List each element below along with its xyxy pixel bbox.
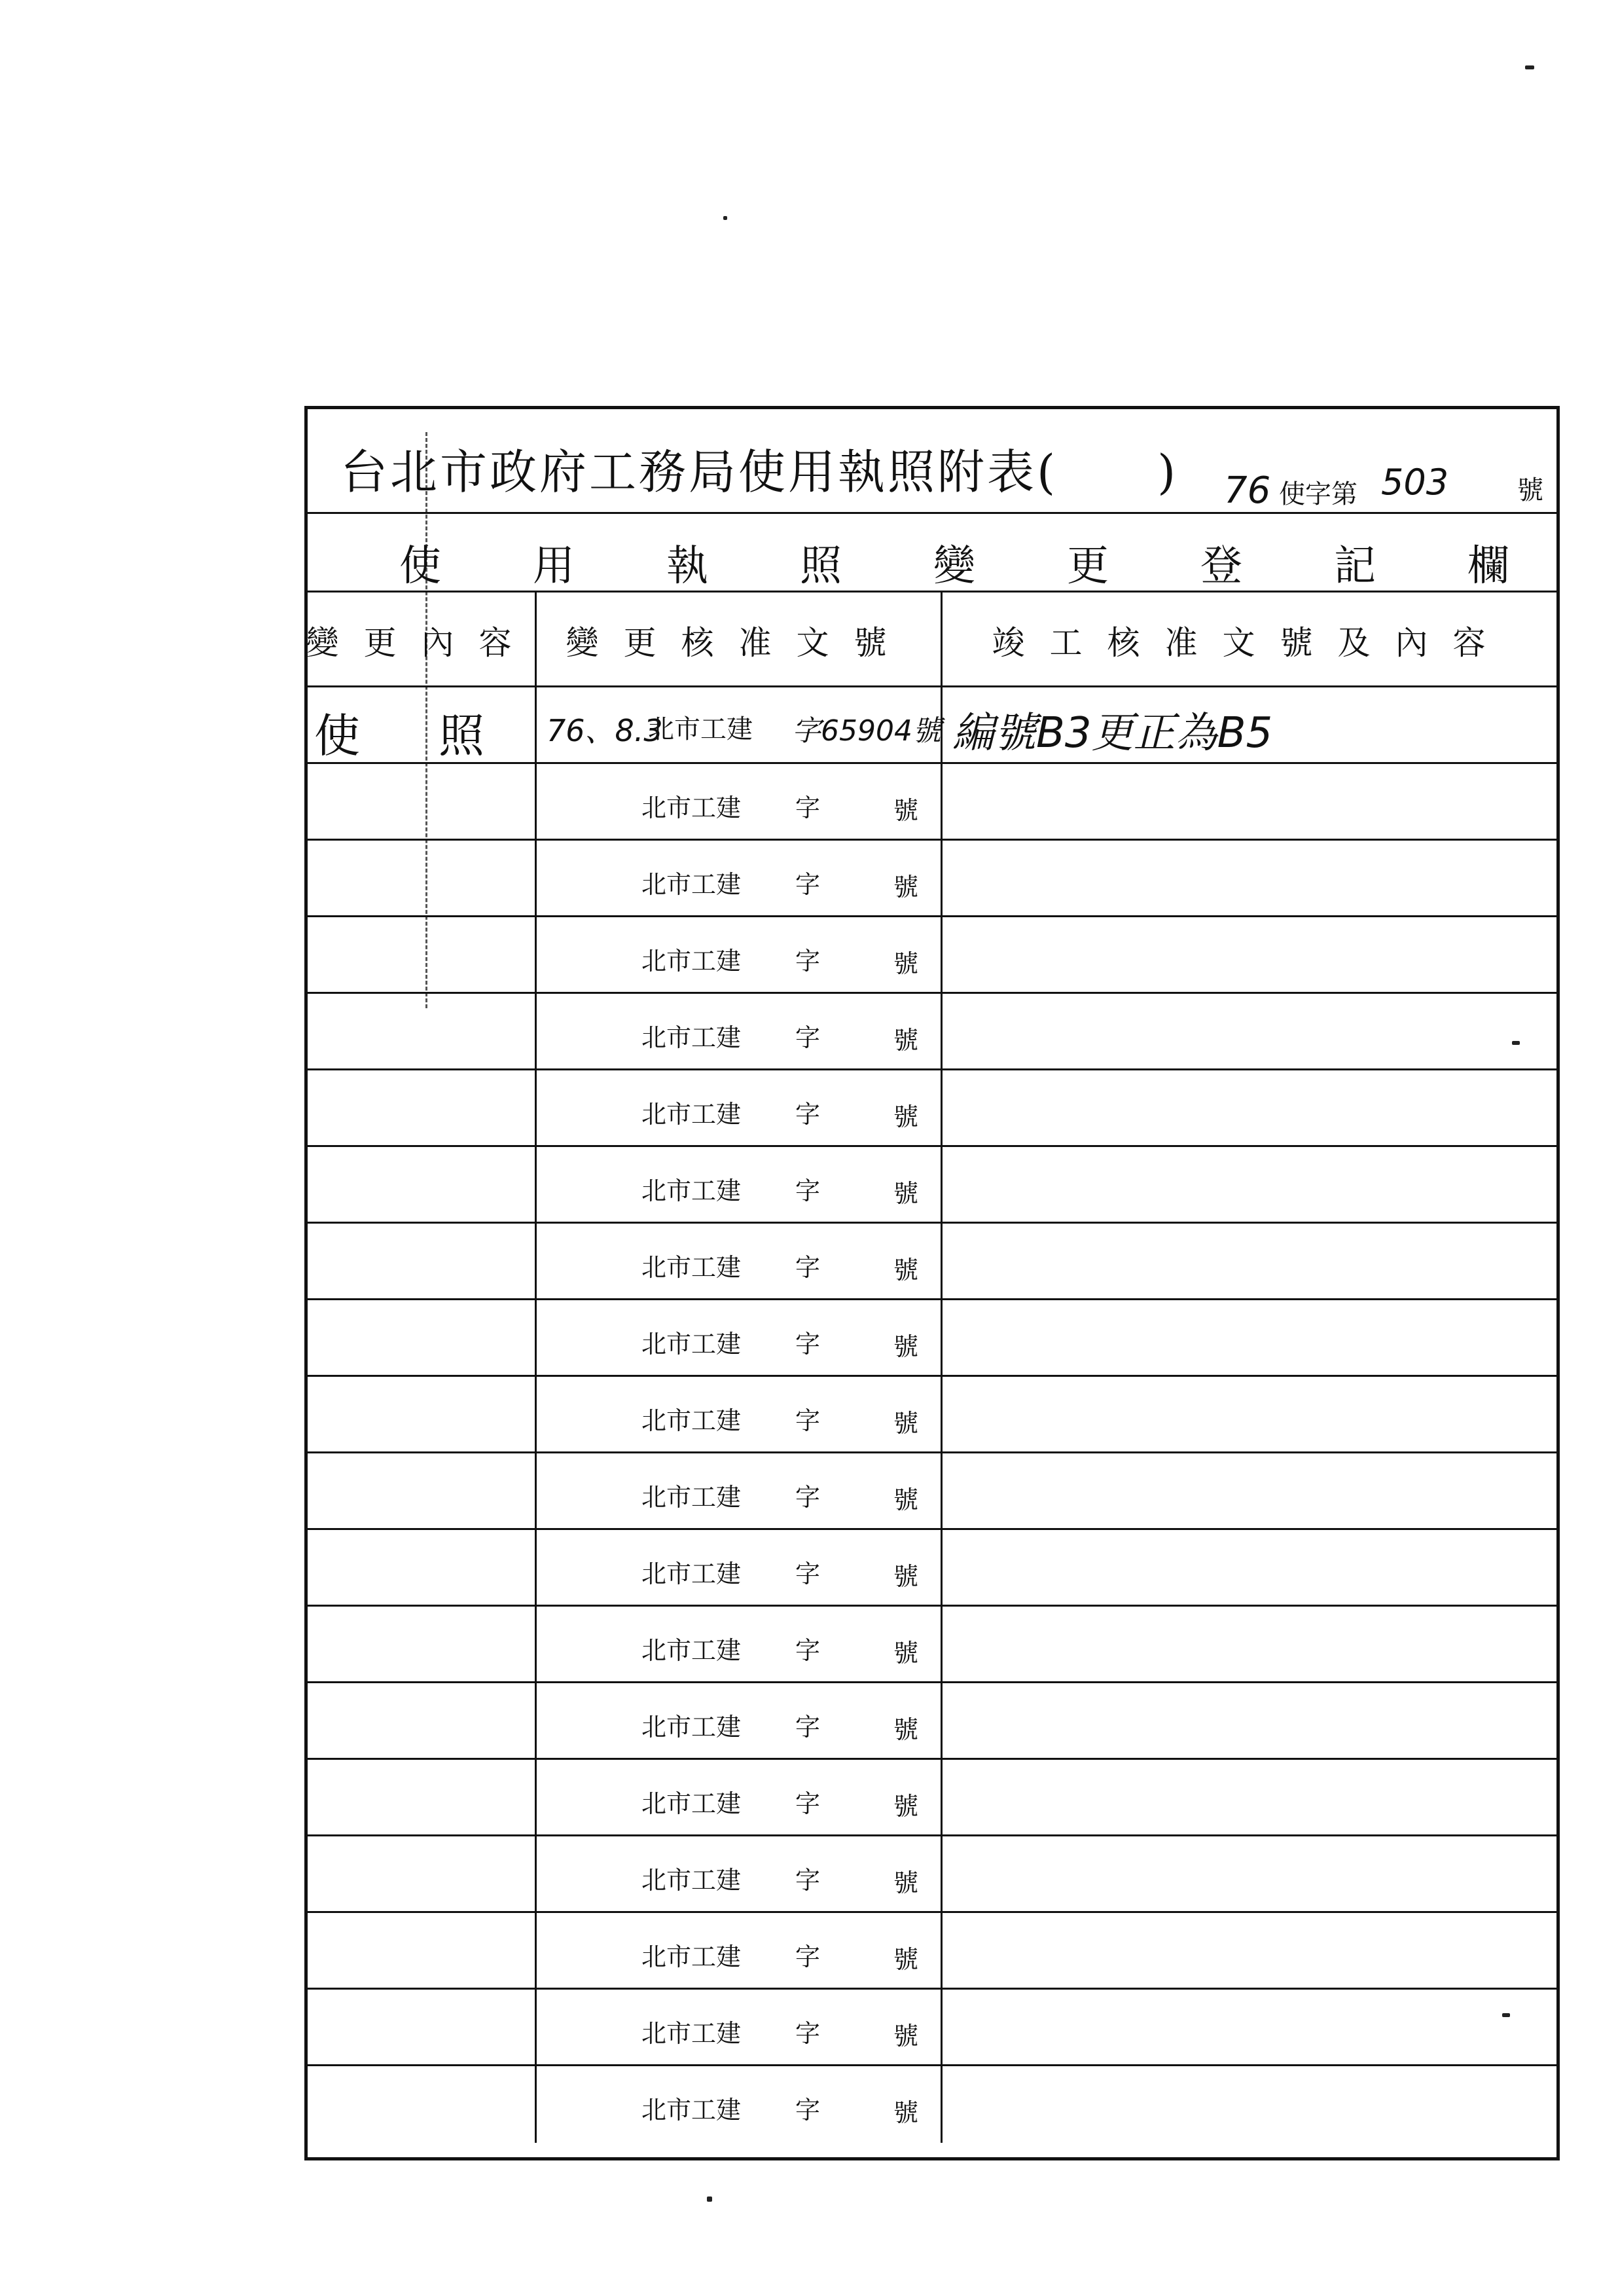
ref-char-label: 字 [795, 2096, 821, 2124]
change-ref-cell [537, 1070, 943, 1145]
completion-content-cell [943, 1607, 1560, 1681]
section-row [308, 514, 1601, 592]
change-content-cell [308, 841, 537, 915]
table-row [308, 1530, 1556, 1607]
ref-suffix-label: 號 [893, 1868, 919, 1897]
change-ref-cell [537, 1913, 943, 1988]
ref-suffix-label: 號 [893, 2098, 919, 2127]
completion-content-cell [943, 1377, 1560, 1451]
ref-char-label: 字 [795, 1713, 821, 1741]
table-row [308, 994, 1556, 1070]
ref-prefix-label: 北市工建 [641, 1866, 742, 1895]
change-ref-cell [537, 764, 943, 839]
change-ref-cell [537, 1530, 943, 1605]
completion-content-cell [943, 1530, 1560, 1605]
ref-char-label: 字 [795, 1866, 821, 1895]
ref-prefix-label: 北市工建 [641, 1100, 742, 1129]
table-row [308, 1607, 1556, 1683]
table-row [308, 1377, 1556, 1453]
ref-char-label: 字 [795, 1559, 821, 1588]
ref-char-label: 字 [795, 1483, 821, 1512]
ref-prefix-label: 北市工建 [641, 1713, 742, 1741]
table-row [308, 1990, 1556, 2066]
change-ref-cell [537, 1377, 943, 1451]
completion-content-cell [943, 1300, 1560, 1375]
change-ref-cell [537, 1453, 943, 1528]
ref-prefix-label: 北市工建 [641, 1636, 742, 1665]
ref-char-label: 字 [795, 1176, 821, 1205]
ref-char-label: 字 [795, 1253, 821, 1282]
completion-content-cell [943, 1760, 1560, 1834]
completion-content-cell [943, 1147, 1560, 1222]
ref-prefix-label: 北市工建 [641, 1789, 742, 1818]
table-body [308, 687, 1556, 2143]
table-row [308, 687, 1556, 764]
form-title-text: 台北市政府工務局使用執照附表 [340, 445, 1037, 500]
ref-suffix-label: 號 [893, 1409, 919, 1438]
form-title [340, 434, 1178, 502]
header-completion-ref: 竣工核准文號及內容 [992, 623, 1511, 662]
ref-prefix-label: 北市工建 [641, 2019, 742, 2048]
completion-content-cell [943, 1990, 1560, 2064]
ref-suffix-label: 號 [893, 949, 919, 978]
ref-suffix-label: 號 [893, 1102, 919, 1131]
change-ref-cell [537, 1147, 943, 1222]
change-content-cell [308, 1453, 537, 1528]
change-content-cell [308, 1224, 537, 1298]
ref-suffix-label: 號 [893, 1256, 919, 1285]
ref-prefix-label: 北市工建 [641, 1176, 742, 1205]
table-row [308, 1070, 1556, 1147]
ref-prefix-label: 北市工建 [641, 1023, 742, 1052]
change-ref-cell [537, 1990, 943, 2064]
ref-char-label: 字 [795, 2019, 821, 2048]
ref-suffix-label: 號 [893, 2022, 919, 2050]
change-ref-cell [537, 1683, 943, 1758]
change-content-cell [308, 1530, 537, 1605]
ref-char-label: 字 [795, 1636, 821, 1665]
scan-speck [707, 2196, 712, 2202]
change-content-cell [308, 917, 537, 992]
ref-suffix-label: 號 [893, 1485, 919, 1514]
ref-suffix-label: 號 [893, 1332, 919, 1361]
completion-content-cell [943, 1224, 1560, 1298]
header-change-content: 變更內容 [308, 592, 537, 687]
change-content-cell [308, 1300, 537, 1375]
ref-char-label: 字 [795, 1789, 821, 1818]
change-ref-cell [537, 2066, 943, 2143]
table-row [308, 1683, 1556, 1760]
change-ref-cell [537, 1836, 943, 1911]
change-content-cell [308, 994, 537, 1068]
change-content-cell [308, 1836, 537, 1911]
change-content-cell [308, 1760, 537, 1834]
ref-suffix-label: 號 [893, 1562, 919, 1591]
table-row [308, 841, 1556, 917]
ref-prefix-label: 北市工建 [641, 1253, 742, 1282]
completion-content-text: 編號B3更正為B5 [952, 709, 1273, 757]
completion-content-cell [943, 841, 1560, 915]
change-content-char-2: 照 [439, 709, 484, 763]
permit-number [1224, 462, 1449, 512]
ref-char-label: 字 [795, 793, 821, 822]
change-ref-cell [537, 917, 943, 992]
change-ref-cell [537, 1300, 943, 1375]
ref-prefix-label: 北市工建 [641, 870, 742, 899]
table-header [308, 592, 1556, 687]
ref-prefix-label: 北市工建 [641, 1942, 742, 1971]
ref-suffix-label: 號 [893, 1792, 919, 1821]
table-row [308, 764, 1556, 841]
table-row [308, 1836, 1556, 1913]
scan-speck [723, 216, 727, 220]
ref-suffix-label: 號 [893, 1715, 919, 1744]
change-content-cell [308, 1070, 537, 1145]
change-content-cell [308, 1147, 537, 1222]
permit-num: 503 [1381, 462, 1449, 503]
change-content-cell [308, 1683, 537, 1758]
change-content-cell [308, 1990, 537, 2064]
permit-year: 76 [1224, 469, 1271, 512]
scan-speck [1502, 2013, 1510, 2017]
table-row [308, 1300, 1556, 1377]
usage-permit-attachment-form [304, 406, 1601, 2160]
ref-char-label: 字 [795, 1406, 821, 1435]
change-content-cell [308, 1913, 537, 1988]
change-ref-number: 字65904號 [792, 714, 941, 748]
ref-char-label: 字 [795, 1100, 821, 1129]
ref-prefix-label: 北市工建 [641, 1406, 742, 1435]
table-row [308, 1760, 1556, 1836]
ref-char-label: 字 [795, 870, 821, 899]
ref-prefix-label: 北市工建 [641, 947, 742, 975]
completion-content-cell [943, 687, 1560, 762]
permit-suffix: 號 [1517, 475, 1543, 505]
table-row [308, 1147, 1556, 1224]
ref-prefix-label: 北市工建 [641, 1559, 742, 1588]
change-content-cell [308, 2066, 537, 2143]
change-content-cell [308, 764, 537, 839]
ref-prefix-label: 北市工建 [641, 793, 742, 822]
table-row [308, 1913, 1556, 1990]
ref-suffix-label: 號 [893, 796, 919, 825]
change-ref-cell [537, 994, 943, 1068]
ref-prefix-label: 北市工建 [641, 1483, 742, 1512]
title-row [308, 409, 1556, 514]
ref-char-label: 字 [795, 1942, 821, 1971]
completion-content-cell [943, 1836, 1560, 1911]
table-row [308, 1453, 1556, 1530]
table-row [308, 2066, 1556, 2143]
completion-content-cell [943, 1683, 1560, 1758]
ref-suffix-label: 號 [893, 1639, 919, 1667]
scan-speck [1525, 65, 1534, 69]
change-ref-cell [537, 687, 943, 762]
change-ref-cell [537, 1224, 943, 1298]
completion-content-cell [943, 917, 1560, 992]
completion-content-cell [943, 1913, 1560, 1988]
permit-prefix: 使字第 [1278, 479, 1357, 509]
completion-content-cell [943, 764, 1560, 839]
ref-char-label: 字 [795, 1330, 821, 1358]
completion-content-cell [943, 994, 1560, 1068]
table-row [308, 1224, 1556, 1300]
completion-content-cell [943, 2066, 1560, 2143]
change-content-char-1: 使 [314, 709, 360, 763]
change-content-cell [308, 1377, 537, 1451]
completion-content-cell [943, 1070, 1560, 1145]
ref-suffix-label: 號 [893, 1026, 919, 1055]
change-content-cell [308, 687, 537, 762]
ref-char-label: 字 [795, 1023, 821, 1052]
form-title-paren: ( ) [1037, 445, 1179, 500]
change-ref-prefix: 北市工建 [648, 714, 753, 744]
ref-suffix-label: 號 [893, 1945, 919, 1974]
completion-content-cell [943, 1453, 1560, 1528]
ref-suffix-label: 號 [893, 873, 919, 902]
section-title: 使用執照變更登記欄 [399, 542, 1601, 591]
header-change-ref: 變更核准文號 [537, 592, 943, 687]
change-ref-date: 76、8.3 [547, 713, 663, 748]
change-content-cell [308, 1607, 537, 1681]
ref-char-label: 字 [795, 947, 821, 975]
change-ref-cell [537, 1607, 943, 1681]
scan-speck [1512, 1041, 1520, 1045]
ref-prefix-label: 北市工建 [641, 1330, 742, 1358]
ref-suffix-label: 號 [893, 1179, 919, 1208]
change-ref-cell [537, 1760, 943, 1834]
ref-prefix-label: 北市工建 [641, 2096, 742, 2124]
table-row [308, 917, 1556, 994]
change-ref-cell [537, 841, 943, 915]
